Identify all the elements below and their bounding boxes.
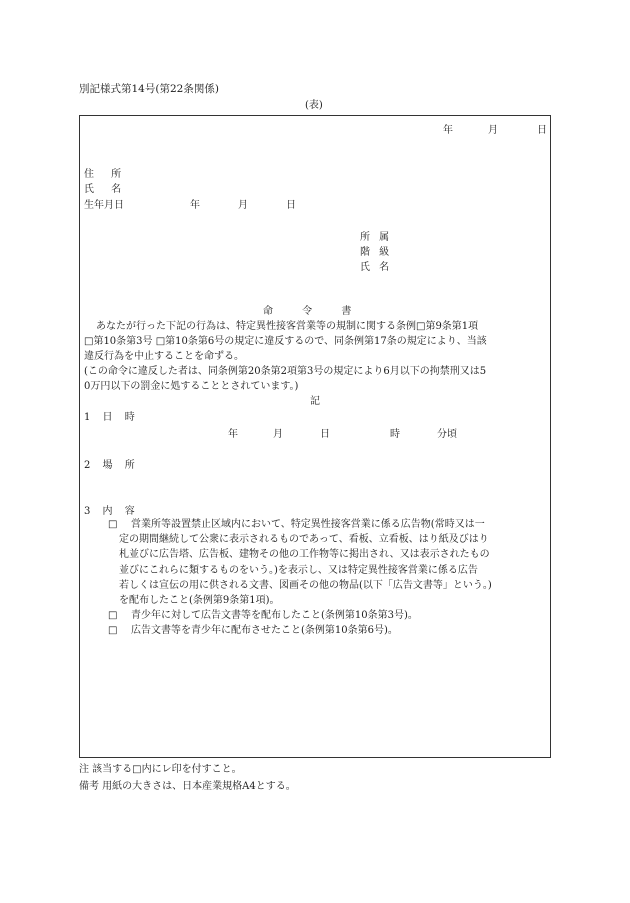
order-body-line-3: 違反行為を中止することを命ずる。 bbox=[84, 351, 244, 362]
option2-checkbox[interactable]: □ bbox=[108, 610, 118, 621]
footer-remark: 備考 用紙の大きさは、日本産業規格A4とする。 bbox=[79, 781, 296, 792]
penalty-line-1: (この命令に違反した者は、同条例第20条第2項第3号の規定により6月以下の拘禁刑又は5 bbox=[84, 366, 487, 377]
section1-month: 月 bbox=[273, 429, 283, 440]
section1-hour: 時 bbox=[390, 429, 400, 440]
section1-label: 1 日 時 bbox=[84, 412, 135, 423]
date-year: 年 bbox=[443, 125, 453, 136]
option1-line-2: 定の期間継続して公衆に表示されるものであって、看板、立看板、はり紙及びはり bbox=[119, 534, 489, 545]
order-body-line-1: あなたが行った下記の行為は、特定異性接客営業等の規制に関する条例□第9条第1項 bbox=[96, 321, 479, 332]
option1-checkbox[interactable]: □ bbox=[108, 519, 118, 530]
option1-line-1: 営業所等設置禁止区域内において、特定異性接客営業に係る広告物(常時又は一 bbox=[131, 519, 485, 530]
form-frame bbox=[79, 115, 551, 758]
section3-label: 3 内 容 bbox=[84, 506, 135, 517]
order-body-line-2: □第10条第3号 □第10条第6号の規定に違反するので、同条例第17条の規定により、当該 bbox=[84, 336, 487, 347]
order-title: 命 令 書 bbox=[263, 306, 352, 317]
officer-name: 氏 名 bbox=[360, 262, 390, 273]
section1-minute: 分頃 bbox=[437, 429, 457, 440]
side-label: (表) bbox=[305, 100, 323, 111]
option3-text: 広告文書等を青少年に配布させたこと(条例第10条第6号)。 bbox=[131, 625, 398, 636]
option1-line-6: を配布したこと(条例第9条第1項)。 bbox=[119, 595, 280, 606]
option2-text: 青少年に対して広告文書等を配布したこと(条例第10条第3号)。 bbox=[131, 610, 418, 621]
form-title: 別記様式第14号(第22条関係) bbox=[79, 83, 219, 95]
address-label: 住 所 bbox=[84, 169, 122, 180]
penalty-line-2: 0万円以下の罰金に処することとされています。) bbox=[84, 381, 299, 392]
date-month: 月 bbox=[488, 125, 498, 136]
section2-label: 2 場 所 bbox=[84, 460, 135, 471]
officer-rank: 階 級 bbox=[360, 247, 390, 258]
footer-note: 注 該当する□内にレ印を付すこと。 bbox=[79, 764, 242, 775]
section1-day: 日 bbox=[320, 429, 330, 440]
officer-affiliation: 所 属 bbox=[360, 232, 390, 243]
option1-line-5: 若しくは宣伝の用に供される文書、図画その他の物品(以下「広告文書等」という。) bbox=[119, 580, 492, 591]
birth-month: 月 bbox=[238, 200, 248, 211]
birth-year: 年 bbox=[190, 200, 200, 211]
option3-checkbox[interactable]: □ bbox=[108, 625, 118, 636]
date-day: 日 bbox=[537, 125, 547, 136]
birth-day: 日 bbox=[286, 200, 296, 211]
ki-label: 記 bbox=[310, 396, 320, 407]
option1-line-3: 札並びに広告塔、広告板、建物その他の工作物等に掲出され、又は表示されたもの bbox=[119, 549, 490, 560]
birth-label: 生年月日 bbox=[84, 200, 124, 211]
name-label: 氏 名 bbox=[84, 184, 122, 195]
option1-line-4: 並びにこれらに類するものをいう。)を表示し、又は特定異性接客営業に係る広告 bbox=[119, 565, 478, 576]
section1-year: 年 bbox=[228, 429, 238, 440]
